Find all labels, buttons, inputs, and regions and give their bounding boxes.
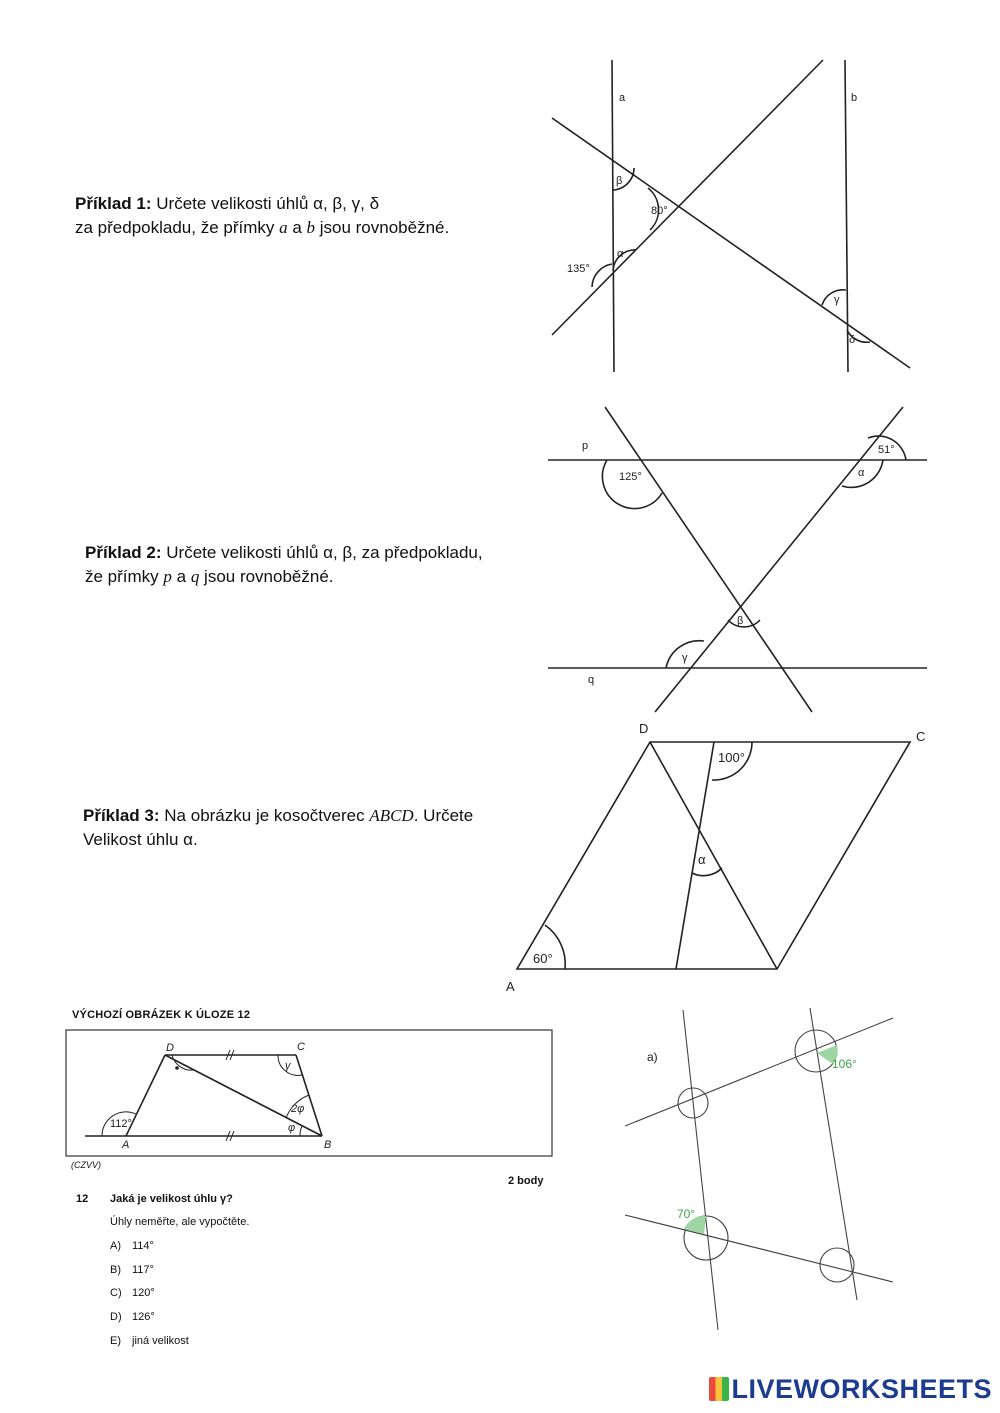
- label-135: 135°: [567, 263, 590, 275]
- task12-source: (CZVV): [71, 1160, 101, 1170]
- option-letter: A): [110, 1240, 121, 1252]
- exercise-2-line2: že přímky: [85, 567, 164, 586]
- var-p: p: [163, 567, 172, 586]
- option-letter: B): [110, 1264, 121, 1276]
- task12-number: 12: [76, 1193, 89, 1205]
- label-alpha-1: α: [617, 248, 624, 260]
- text-determine: . Určete: [413, 806, 474, 825]
- option-value: 114°: [132, 1240, 154, 1252]
- figure-task12: [66, 1030, 552, 1156]
- var-abcd: ABCD: [369, 806, 414, 825]
- task12-instruction: Úhly neměřte, ale vypočtěte.: [110, 1216, 250, 1228]
- transversal-3: [605, 407, 812, 712]
- diagonal-db: [650, 742, 777, 969]
- option-value: 120°: [132, 1287, 155, 1299]
- figure-2: [548, 407, 927, 712]
- option-value: jiná velikost: [132, 1335, 189, 1347]
- liveworksheets-logo: [709, 1374, 992, 1405]
- label-A-12: A: [122, 1139, 130, 1151]
- label-C: C: [916, 729, 926, 744]
- text-parallel: jsou rovnoběžné.: [199, 567, 334, 586]
- option-letter: D): [110, 1311, 122, 1323]
- label-alpha-2: α: [858, 467, 865, 479]
- label-100: 100°: [718, 750, 745, 765]
- right-angle-dot: [175, 1066, 179, 1070]
- label-gamma-12: γ: [285, 1060, 291, 1072]
- label-A: A: [506, 979, 515, 994]
- figure-3: [517, 742, 910, 969]
- option-a[interactable]: [110, 1240, 154, 1252]
- transversal-1: [552, 118, 910, 368]
- option-letter: E): [110, 1335, 121, 1347]
- exercise-2-label: Příklad 2:: [85, 543, 162, 562]
- option-d[interactable]: [110, 1311, 155, 1323]
- exercise-1-line2: za předpokladu, že přímky: [75, 218, 280, 237]
- label-gamma-2: γ: [682, 652, 688, 664]
- label-alpha-3: α: [698, 852, 706, 867]
- exercise-2-line1: Určete velikosti úhlů α, β, za předpokladu,: [166, 543, 483, 562]
- transversal-4: [655, 407, 903, 712]
- arc-alpha-3: [692, 868, 722, 876]
- arc-125: [602, 460, 662, 509]
- label-60: 60°: [533, 951, 553, 966]
- label-line-q: q: [588, 674, 595, 686]
- line-top: [625, 1018, 893, 1126]
- exercise-3-line1: Na obrázku je kosočtverec: [164, 806, 370, 825]
- label-line-b: b: [851, 92, 858, 104]
- arc-phi: [300, 1126, 302, 1136]
- logo-icon: [709, 1377, 729, 1401]
- arc-beta-2: [728, 620, 760, 627]
- exercise-1-line1: Určete velikosti úhlů α, β, γ, δ: [156, 194, 380, 213]
- text-and: a: [171, 567, 191, 586]
- line-a: [612, 60, 614, 372]
- label-B-12: B: [324, 1139, 332, 1151]
- transversal-2: [552, 60, 823, 335]
- task12-header: VÝCHOZÍ OBRÁZEK K ÚLOZE 12: [72, 1009, 251, 1021]
- task12-question: Jaká je velikost úhlu γ?: [110, 1193, 233, 1205]
- label-line-p: p: [582, 440, 589, 452]
- label-106: 106°: [832, 1057, 857, 1071]
- text-parallel: jsou rovnoběžné.: [315, 218, 450, 237]
- label-125: 125°: [619, 471, 642, 483]
- label-line-a: a: [619, 92, 626, 104]
- segment-inner: [676, 742, 714, 969]
- label-80: 80°: [651, 205, 668, 217]
- option-c[interactable]: [110, 1287, 155, 1299]
- option-b[interactable]: [110, 1264, 154, 1276]
- var-b: b: [306, 218, 316, 237]
- exercise-1-label: Příklad 1:: [75, 194, 152, 213]
- label-delta: δ: [849, 334, 856, 346]
- exercise-3-line2: Velikost úhlu α.: [83, 830, 198, 849]
- figure-1: [552, 60, 910, 372]
- var-a: a: [279, 218, 288, 237]
- label-gamma-1: γ: [834, 294, 840, 306]
- exercise-3-label: Příklad 3:: [83, 806, 160, 825]
- label-D: D: [639, 721, 649, 736]
- label-112: 112°: [110, 1118, 132, 1130]
- line-left: [683, 1010, 718, 1330]
- logo-text: LIVEWORKSHEETS: [731, 1374, 992, 1404]
- text-and: a: [287, 218, 307, 237]
- task12-points: 2 body: [508, 1175, 544, 1187]
- label-beta-2: β: [737, 615, 744, 627]
- label-2phi: 2φ: [291, 1103, 305, 1115]
- label-70: 70°: [677, 1207, 696, 1221]
- option-e[interactable]: [110, 1335, 189, 1347]
- var-q: q: [190, 567, 200, 586]
- option-value: 126°: [132, 1311, 155, 1323]
- label-51: 51°: [878, 444, 895, 456]
- label-phi: φ: [288, 1122, 296, 1134]
- label-D-12: D: [166, 1042, 174, 1054]
- diagonal-db-12: [165, 1055, 322, 1136]
- label-C-12: C: [297, 1041, 305, 1053]
- label-a-figure: a): [647, 1050, 658, 1064]
- option-value: 117°: [132, 1264, 154, 1276]
- option-letter: C): [110, 1287, 122, 1299]
- label-beta: β: [616, 175, 623, 187]
